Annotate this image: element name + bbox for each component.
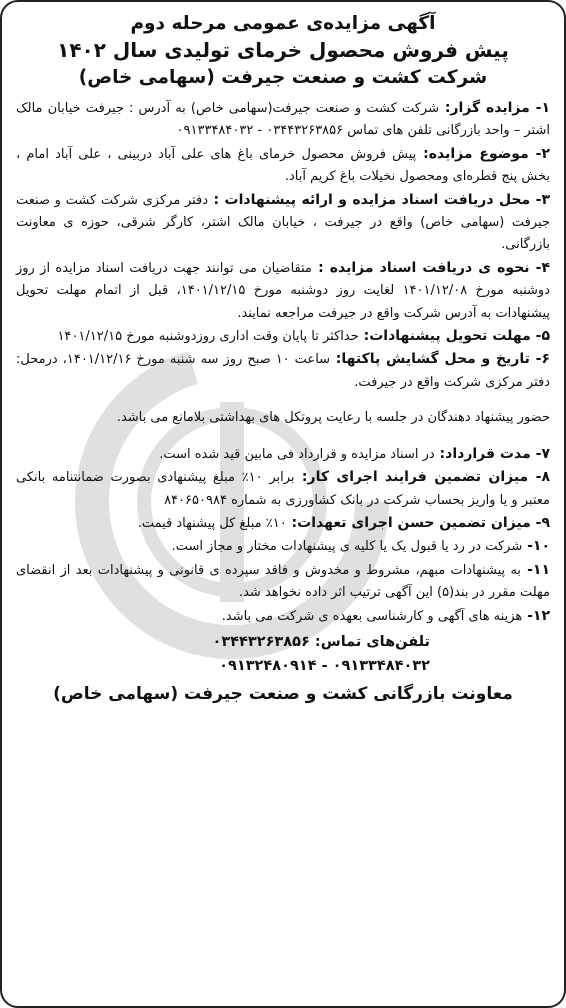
item-1 (16, 97, 550, 143)
item-number: ۱۱- (521, 561, 551, 578)
item-number: ۱- (529, 100, 551, 116)
contact-phones (16, 630, 550, 678)
item-number: ۷- (530, 445, 550, 462)
item-text: ۱۰٪ مبلغ کل پیشنهاد قیمت. (137, 515, 287, 531)
item-5 (16, 325, 550, 348)
item-text: در اسناد مزایده و قرارداد فی مابین قید شده است. (159, 446, 435, 462)
item-list (16, 97, 550, 628)
item-text: به پیشنهادات مبهم، مشروط و مخدوش و فاقد سپرده ی قانونی و پیشنهادات بعد از انقضای مهلت مقرر در بند(۵) این آگهی ترتیب اثر داده نخواهد شد. (16, 562, 550, 601)
notice-title: آگهی مزایده‌ی عمومی مرحله دوم (130, 13, 436, 34)
notice-signature: معاونت بازرگانی کشت و صنعت جیرفت (سهامی خاص) (53, 683, 513, 704)
item-number: ۱۲- (522, 607, 550, 624)
item-label: تاریخ و محل گشایش پاکتها: (330, 351, 530, 368)
contact-line-1 (16, 630, 430, 654)
item-number: ۸- (528, 469, 550, 486)
item-label: مزایده گزار: (438, 100, 530, 116)
item-11 (16, 559, 550, 605)
item-text: دفتر مرکزی شرکت کشت و صنعت جیرفت (سهامی خاص) واقع در جیرفت ، خیابان مالک اشتر، کارگر شرقی، حوزه ی معاونت بازرگانی. (16, 192, 550, 253)
attendance-note: حضور پیشنهاد دهندگان در جلسه با رعایت پروتکل های بهداشتی بلامانع می باشد. (116, 410, 550, 426)
item-number: ۲- (528, 145, 550, 162)
item-text: برابر ۱۰٪ مبلغ پیشنهادی بصورت ضمانتنامه بانکی معتبر و یا واریز بحساب شرکت در بانک کشاورزی به شماره ۸۴۰۶۵۰۹۸۴ (16, 470, 550, 508)
notice-subtitle: پیش فروش محصول خرمای تولیدی سال ۱۴۰۲ (57, 38, 509, 62)
phone-landline: ۰۳۴۴۳۲۶۳۸۵۶ (212, 633, 310, 650)
item-text: شرکت در رد یا قبول یک یا کلیه ی پیشنهادات مختار و مجاز است. (171, 539, 523, 555)
item-number: ۱۰- (522, 538, 550, 555)
item-label: میزان تضمین فرایند اجرای کار: (294, 469, 529, 486)
item-7 (16, 443, 550, 466)
item-number: ۴- (529, 259, 550, 276)
item-9 (16, 512, 550, 535)
item-2 (16, 143, 550, 189)
item-number: ۳- (530, 191, 551, 208)
item-12 (16, 605, 550, 628)
item-4 (16, 257, 550, 325)
notice-header (16, 10, 550, 91)
item-6 (16, 348, 550, 394)
item-label: موضوع مزایده: (416, 145, 529, 162)
item-number: ۶- (529, 351, 550, 368)
item-8 (16, 466, 550, 512)
item-text: شرکت کشت و صنعت جیرفت(سهامی خاص) به آدرس : جیرفت خیابان مالک اشتر – واحد بازرگانی تلفن های تماس ۰۳۴۴۳۲۶۳۸۵۶ - ۰۹۱۳۳۴۸۴۰۳۲ (16, 101, 550, 139)
item-label: مهلت تحویل پیشنهادات: (358, 328, 531, 345)
item-number: ۹- (530, 514, 550, 531)
item-label: محل دریافت اسناد مزایده و ارائه پیشنهادات : (208, 191, 531, 208)
contact-label: تلفن‌های تماس: (314, 633, 430, 650)
item-3 (16, 189, 550, 257)
item-number: ۵- (530, 328, 550, 345)
item-text: هزینه های آگهی و کارشناسی بعهده ی شرکت می باشد. (221, 608, 523, 624)
item-text: ساعت ۱۰ صبح روز سه شنبه مورخ ۱۴۰۱/۱۲/۱۶، درمحل: دفتر مرکزی شرکت واقع در جیرفت. (16, 352, 550, 390)
item-10 (16, 535, 550, 558)
item-text: متقاضیان می توانند جهت دریافت اسناد مزایده از روز دوشنبه مورخ ۱۴۰۱/۱۲/۰۸ لغایت روز دوشنبه مورخ ۱۴۰۱/۱۲/۱۵، قبل از اتمام مهلت تحویل پیشنهادات به آدرس شرکت واقع در جیرفت مراجعه نمایند. (16, 260, 551, 321)
notice-content (16, 10, 550, 708)
item-label: مدت قرارداد: (434, 445, 531, 462)
phone-mobiles: ۰۹۱۳۳۴۸۴۰۳۲ - ۰۹۱۳۲۴۸۰۹۱۴ (219, 657, 430, 674)
item-text: حداکثر تا پایان وقت اداری روزدوشنبه مورخ ۱۴۰۱/۱۲/۱۵ (57, 329, 359, 345)
item-text: پیش فروش محصول خرمای باغ های علی آباد دربینی ، علی آباد امام ، بخش پنج قطره‌ای ومحصول نخیلات باغ کریم آباد. (16, 146, 550, 185)
item-label: نحوه ی دریافت اسناد مزایده : (312, 259, 530, 276)
notice-company: شرکت کشت و صنعت جیرفت (سهامی خاص) (78, 67, 488, 88)
item-label: میزان تضمین حسن اجرای تعهدات: (286, 514, 531, 531)
